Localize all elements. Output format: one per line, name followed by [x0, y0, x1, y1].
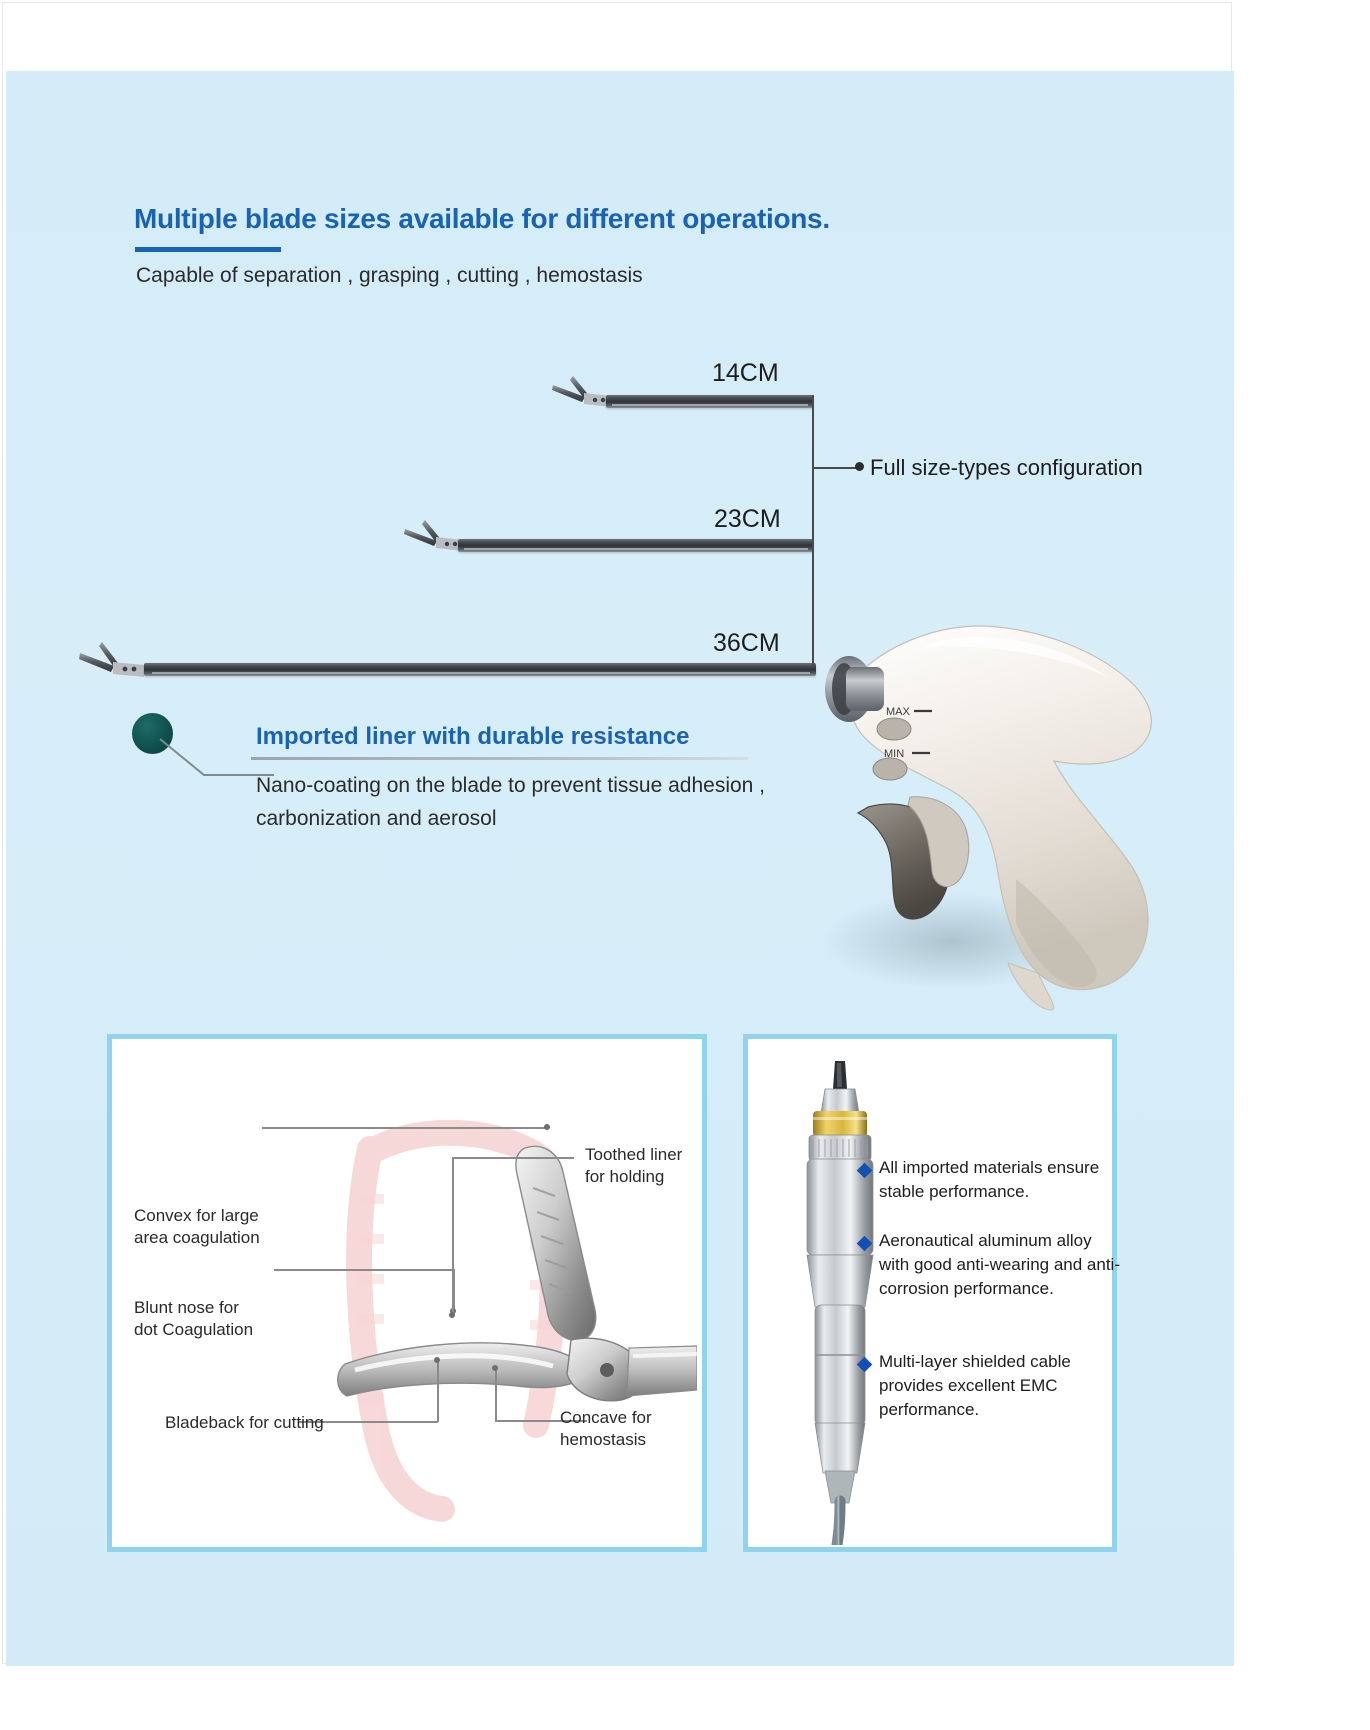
shaft-14cm: [606, 395, 813, 408]
blade-detail-card: [107, 1034, 707, 1552]
page-subtitle: Capable of separation , grasping , cutting , hemostasis: [136, 264, 643, 287]
label-concave-line1: Concave for: [560, 1408, 652, 1427]
bullet-text-3: Multi-layer shielded cable provides excellent EMC performance.: [879, 1352, 1071, 1420]
label-convex: [134, 1205, 260, 1249]
leader-dot-bladeback: [434, 1357, 440, 1363]
handpiece-pistol-grip: [802, 611, 1162, 1011]
label-concave: [560, 1407, 652, 1451]
label-toothed-line2: for holding: [585, 1166, 665, 1186]
bullet-text-1: All imported materials ensure stable performance.: [879, 1158, 1100, 1202]
label-bladeback-line1: Bladeback for cutting: [165, 1413, 324, 1432]
shaft-highlight-23cm: [464, 548, 808, 550]
liner-body-line-1: Nano-coating on the blade to prevent tissue adhesion ,: [256, 774, 766, 797]
config-leader-horizontal: [814, 467, 858, 469]
jaw-tip-36cm: [78, 637, 156, 685]
page-title: Multiple blade sizes available for different operations.: [134, 203, 830, 234]
jaw-tip-23cm: [403, 515, 473, 560]
leader-concave-vertical: [495, 1369, 497, 1421]
green-bullet-dot: [132, 713, 173, 754]
content-frame: [3, 3, 1231, 1663]
size-label-36cm: 36CM: [713, 629, 780, 657]
label-convex-line2: area coagulation: [134, 1227, 260, 1247]
config-leader-dot: [855, 462, 864, 471]
liner-heading-underline: [251, 757, 748, 760]
leader-dot-convex: [544, 1124, 550, 1130]
config-callout-label: Full size-types configuration: [870, 455, 1143, 480]
leader-toothed: [452, 1157, 574, 1159]
shaft-highlight-14cm: [612, 404, 808, 406]
label-bladeback: [165, 1412, 324, 1434]
label-toothed-line1: Toothed liner: [585, 1145, 683, 1164]
label-concave-line2: hemostasis: [560, 1429, 646, 1449]
bullet-text-2: Aeronautical aluminum alloy with good anti-wearing and anti-corrosion performance.: [879, 1231, 1120, 1299]
size-label-23cm: 23CM: [714, 505, 781, 533]
handpiece-features-card: [743, 1034, 1120, 1552]
label-blunt: [134, 1297, 253, 1341]
size-label-14cm: 14CM: [712, 359, 779, 387]
leader-convex: [262, 1127, 547, 1129]
leader-bladeback-vertical: [437, 1361, 439, 1422]
leader-blunt: [274, 1269, 454, 1271]
label-blunt-line2: dot Coagulation: [134, 1319, 254, 1339]
leader-toothed-vertical: [452, 1157, 454, 1315]
min-button-label: MIN: [884, 748, 905, 760]
label-convex-line1: Convex for large: [134, 1206, 259, 1225]
jaw-tip-14cm: [551, 371, 621, 416]
leader-dot-toothed: [449, 1312, 455, 1318]
shaft-36cm: [144, 663, 816, 676]
shaft-highlight-36cm: [152, 672, 810, 674]
title-underline: [135, 247, 281, 252]
liner-heading: Imported liner with durable resistance: [256, 723, 690, 750]
liner-body-line-2: carbonization and aerosol: [256, 807, 497, 830]
label-blunt-line1: Blunt nose for: [134, 1298, 239, 1317]
shaft-23cm: [458, 539, 813, 552]
max-button-label: MAX: [886, 706, 910, 718]
leader-dot-concave: [492, 1365, 498, 1371]
hero-panel: [6, 71, 1234, 1666]
label-toothed: [585, 1144, 682, 1188]
